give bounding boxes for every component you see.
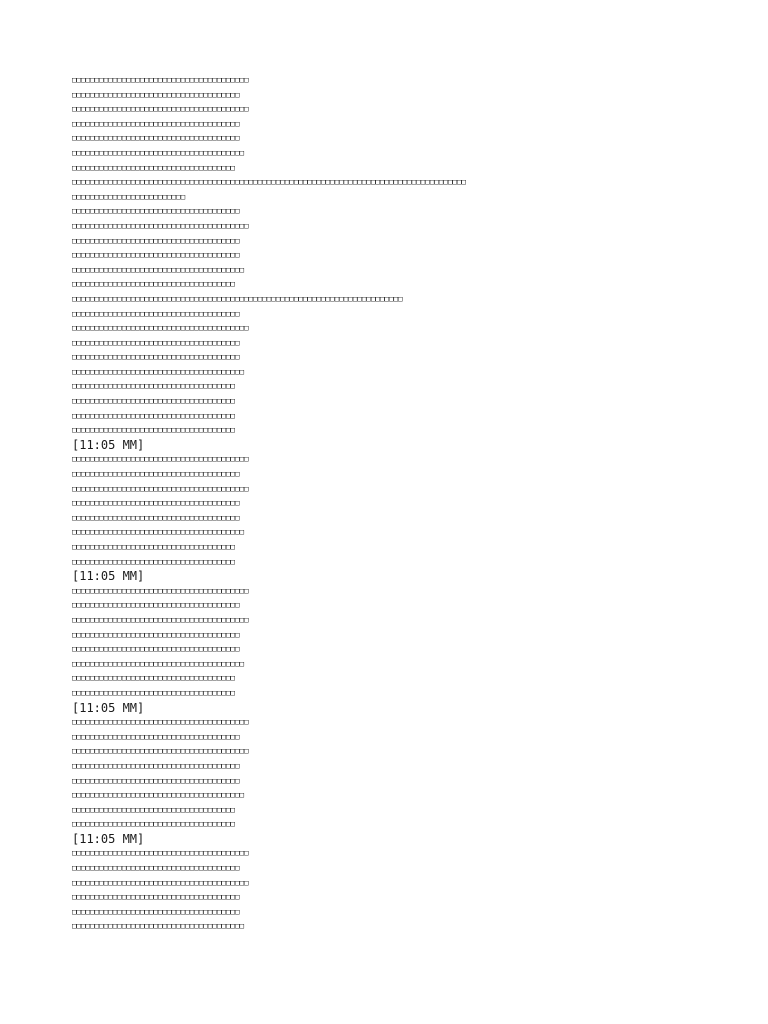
text-line: □□□□□□□□□□□□□□□□□□□□□□□□□□□□□□□□□□□□□□□□□□□□□□□□□□□□□□□□□□□□□□□□□□□□□□□□□□□□□□□□□□□□□□□ [72,177,467,187]
text-line: □□□□□□□□□□□□□□□□□□□□□□□□□□□□□□□□□□□□□□□ [72,454,249,464]
text-line: □□□□□□□□□□□□□□□□□□□□□□□□□□□□□□□□□□□□□ [72,760,240,770]
text-line: □□□□□□□□□□□□□□□□□□□□□□□□□□□□□□□□□□□□□□□ [72,877,249,887]
text-line: □□□□□□□□□□□□□□□□□□□□□□□□□□□□□□□□□□□□□□□ [72,75,249,84]
text-line: □□□□□□□□□□□□□□□□□□□□□□□□□□□□□□□□□□□□□ [72,498,240,508]
timestamp-line: [11:05 MM] [72,437,145,452]
text-line: □□□□□□□□□□□□□□□□□□□□□□□□□□□□□□□□□□□□□□□ [72,323,249,333]
text-line: □□□□□□□□□□□□□□□□□□□□□□□□□□□□□□□□□□□□□□ [72,147,245,157]
text-line: □□□□□□□□□□□□□□□□□□□□□□□□□□□□□□□□□□□□□□□ [72,746,249,756]
text-line: □□□□□□□□□□□□□□□□□□□□□□□□□□□□□□□□□□□□□ [72,469,240,479]
text-line: □□□□□□□□□□□□□□□□□□□□□□□□□□□□□□□□□□□□□ [72,337,240,347]
text-line: □□□□□□□□□□□□□□□□□□□□□□□□□□□□□□□□□□□□□□ [72,527,245,537]
timestamp-line: [11:05 MM] [72,831,145,846]
text-line: □□□□□□□□□□□□□□□□□□□□□□□□□□□□□□□□□□□□□ [72,644,240,654]
text-line: □□□□□□□□□□□□□□□□□□□□□□□□□□□□□□□□□□□□ [72,381,236,391]
text-line: □□□□□□□□□□□□□□□□□□□□□□□□□□□□□□□□□□□□□□ [72,366,245,376]
timestamp-line: [11:05 MM] [72,569,145,584]
text-line: □□□□□□□□□□□□□□□□□□□□□□□□□□□□□□□□□□□□ [72,396,236,406]
text-line: □□□□□□□□□□□□□□□□□□□□□□□□□□□□□□□□□□□□□□□ [72,220,249,230]
text-line: □□□□□□□□□□□□□□□□□□□□□□□□□□□□□□□□□□□□□□ [72,264,245,274]
text-line: □□□□□□□□□□□□□□□□□□□□□□□□□□□□□□□□□□□□ [72,162,236,172]
text-line: □□□□□□□□□□□□□□□□□□□□□□□□□□□□□□□□□□□□□ [72,600,240,610]
text-line: □□□□□□□□□□□□□□□□□□□□□□□□□□□□□□□□□□□□□□ [72,921,245,931]
text-line: □□□□□□□□□□□□□□□□□□□□□□□□□□□□□□□□□□□□□□□□□□□□□□□□□□□□□□□□□□□□□□□□□□□□□□□□□ [72,293,403,303]
text-line: □□□□□□□□□□□□□□□□□□□□□□□□□□□□□□□□□□□□□ [72,512,240,522]
text-line: □□□□□□□□□□□□□□□□□□□□□□□□□□□□□□□□□□□□□□□ [72,848,249,858]
text-line: □□□□□□□□□□□□□□□□□□□□□□□□□□□□□□□□□□□□□□ [72,658,245,668]
document-body [72,73,752,934]
text-line: □□□□□□□□□□□□□□□□□□□□□□□□□□□□□□□□□□□□ [72,425,236,435]
text-line: □□□□□□□□□□□□□□□□□□□□□□□□□□□□□□□□□□□□□ [72,352,240,362]
text-line: □□□□□□□□□□□□□□□□□□□□□□□□□□□□□□□□□□□□ [72,410,236,420]
text-line: □□□□□□□□□□□□□□□□□□□□□□□□□□□□□□□□□□□□□□□ [72,717,249,727]
text-line: □□□□□□□□□□□□□□□□□□□□□□□□□□□□□□□□□□□□□ [72,118,240,128]
text-line: □□□□□□□□□□□□□□□□□□□□□□□□□□□□□□□□□□□□□□□ [72,585,249,595]
text-line: □□□□□□□□□□□□□□□□□□□□□□□□□□□□□□□□□□□□□□□ [72,614,249,624]
text-line: □□□□□□□□□□□□□□□□□□□□□□□□□□□□□□□□□□□□ [72,687,236,697]
text-line: □□□□□□□□□□□□□□□□□□□□□□□□□□□□□□□□□□□□□ [72,863,240,873]
text-line: □□□□□□□□□□□□□□□□□□□□□□□□□□□□□□□□□□□□ [72,542,236,551]
text-line: □□□□□□□□□□□□□□□□□□□□□□□□□□□□□□□□□□□□ [72,804,236,814]
text-line: □□□□□□□□□□□□□□□□□□□□□□□□□□□□□□□□□□□□□ [72,235,240,245]
text-line: □□□□□□□□□□□□□□□□□□□□□□□□□□□□□□□□□□□□□ [72,731,240,741]
text-line: □□□□□□□□□□□□□□□□□□□□□□□□□□□□□□□□□□□□□ [72,133,240,143]
text-line: □□□□□□□□□□□□□□□□□□□□□□□□□□□□□□□□□□□□□□□ [72,104,249,114]
text-line: □□□□□□□□□□□□□□□□□□□□□□□□□□□□□□□□□□□□□ [72,906,240,916]
text-line: □□□□□□□□□□□□□□□□□□□□□□□□□□□□□□□□□□□□□□□ [72,483,249,493]
text-line: □□□□□□□□□□□□□□□□□□□□□□□□□□□□□□□□□□□□□□ [72,790,245,800]
text-line: □□□□□□□□□□□□□□□□□□□□□□□□□□□□□□□□□□□□□ [72,89,240,99]
text-line: □□□□□□□□□□□□□□□□□□□□□□□□□□□□□□□□□□□□□ [72,308,240,318]
text-line: □□□□□□□□□□□□□□□□□□□□□□□□□□□□□□□□□□□□□ [72,775,240,785]
timestamp-line: [11:05 MM] [72,700,145,715]
text-line: □□□□□□□□□□□□□□□□□□□□□□□□□ [72,191,186,201]
text-line: □□□□□□□□□□□□□□□□□□□□□□□□□□□□□□□□□□□□□ [72,206,240,216]
text-line: □□□□□□□□□□□□□□□□□□□□□□□□□□□□□□□□□□□□□ [72,892,240,902]
text-line: □□□□□□□□□□□□□□□□□□□□□□□□□□□□□□□□□□□□□ [72,250,240,260]
text-line: □□□□□□□□□□□□□□□□□□□□□□□□□□□□□□□□□□□□ [72,279,236,289]
text-line: □□□□□□□□□□□□□□□□□□□□□□□□□□□□□□□□□□□□ [72,556,236,566]
text-line: □□□□□□□□□□□□□□□□□□□□□□□□□□□□□□□□□□□□ [72,819,236,829]
text-line: □□□□□□□□□□□□□□□□□□□□□□□□□□□□□□□□□□□□ [72,673,236,683]
text-line: □□□□□□□□□□□□□□□□□□□□□□□□□□□□□□□□□□□□□ [72,629,240,639]
